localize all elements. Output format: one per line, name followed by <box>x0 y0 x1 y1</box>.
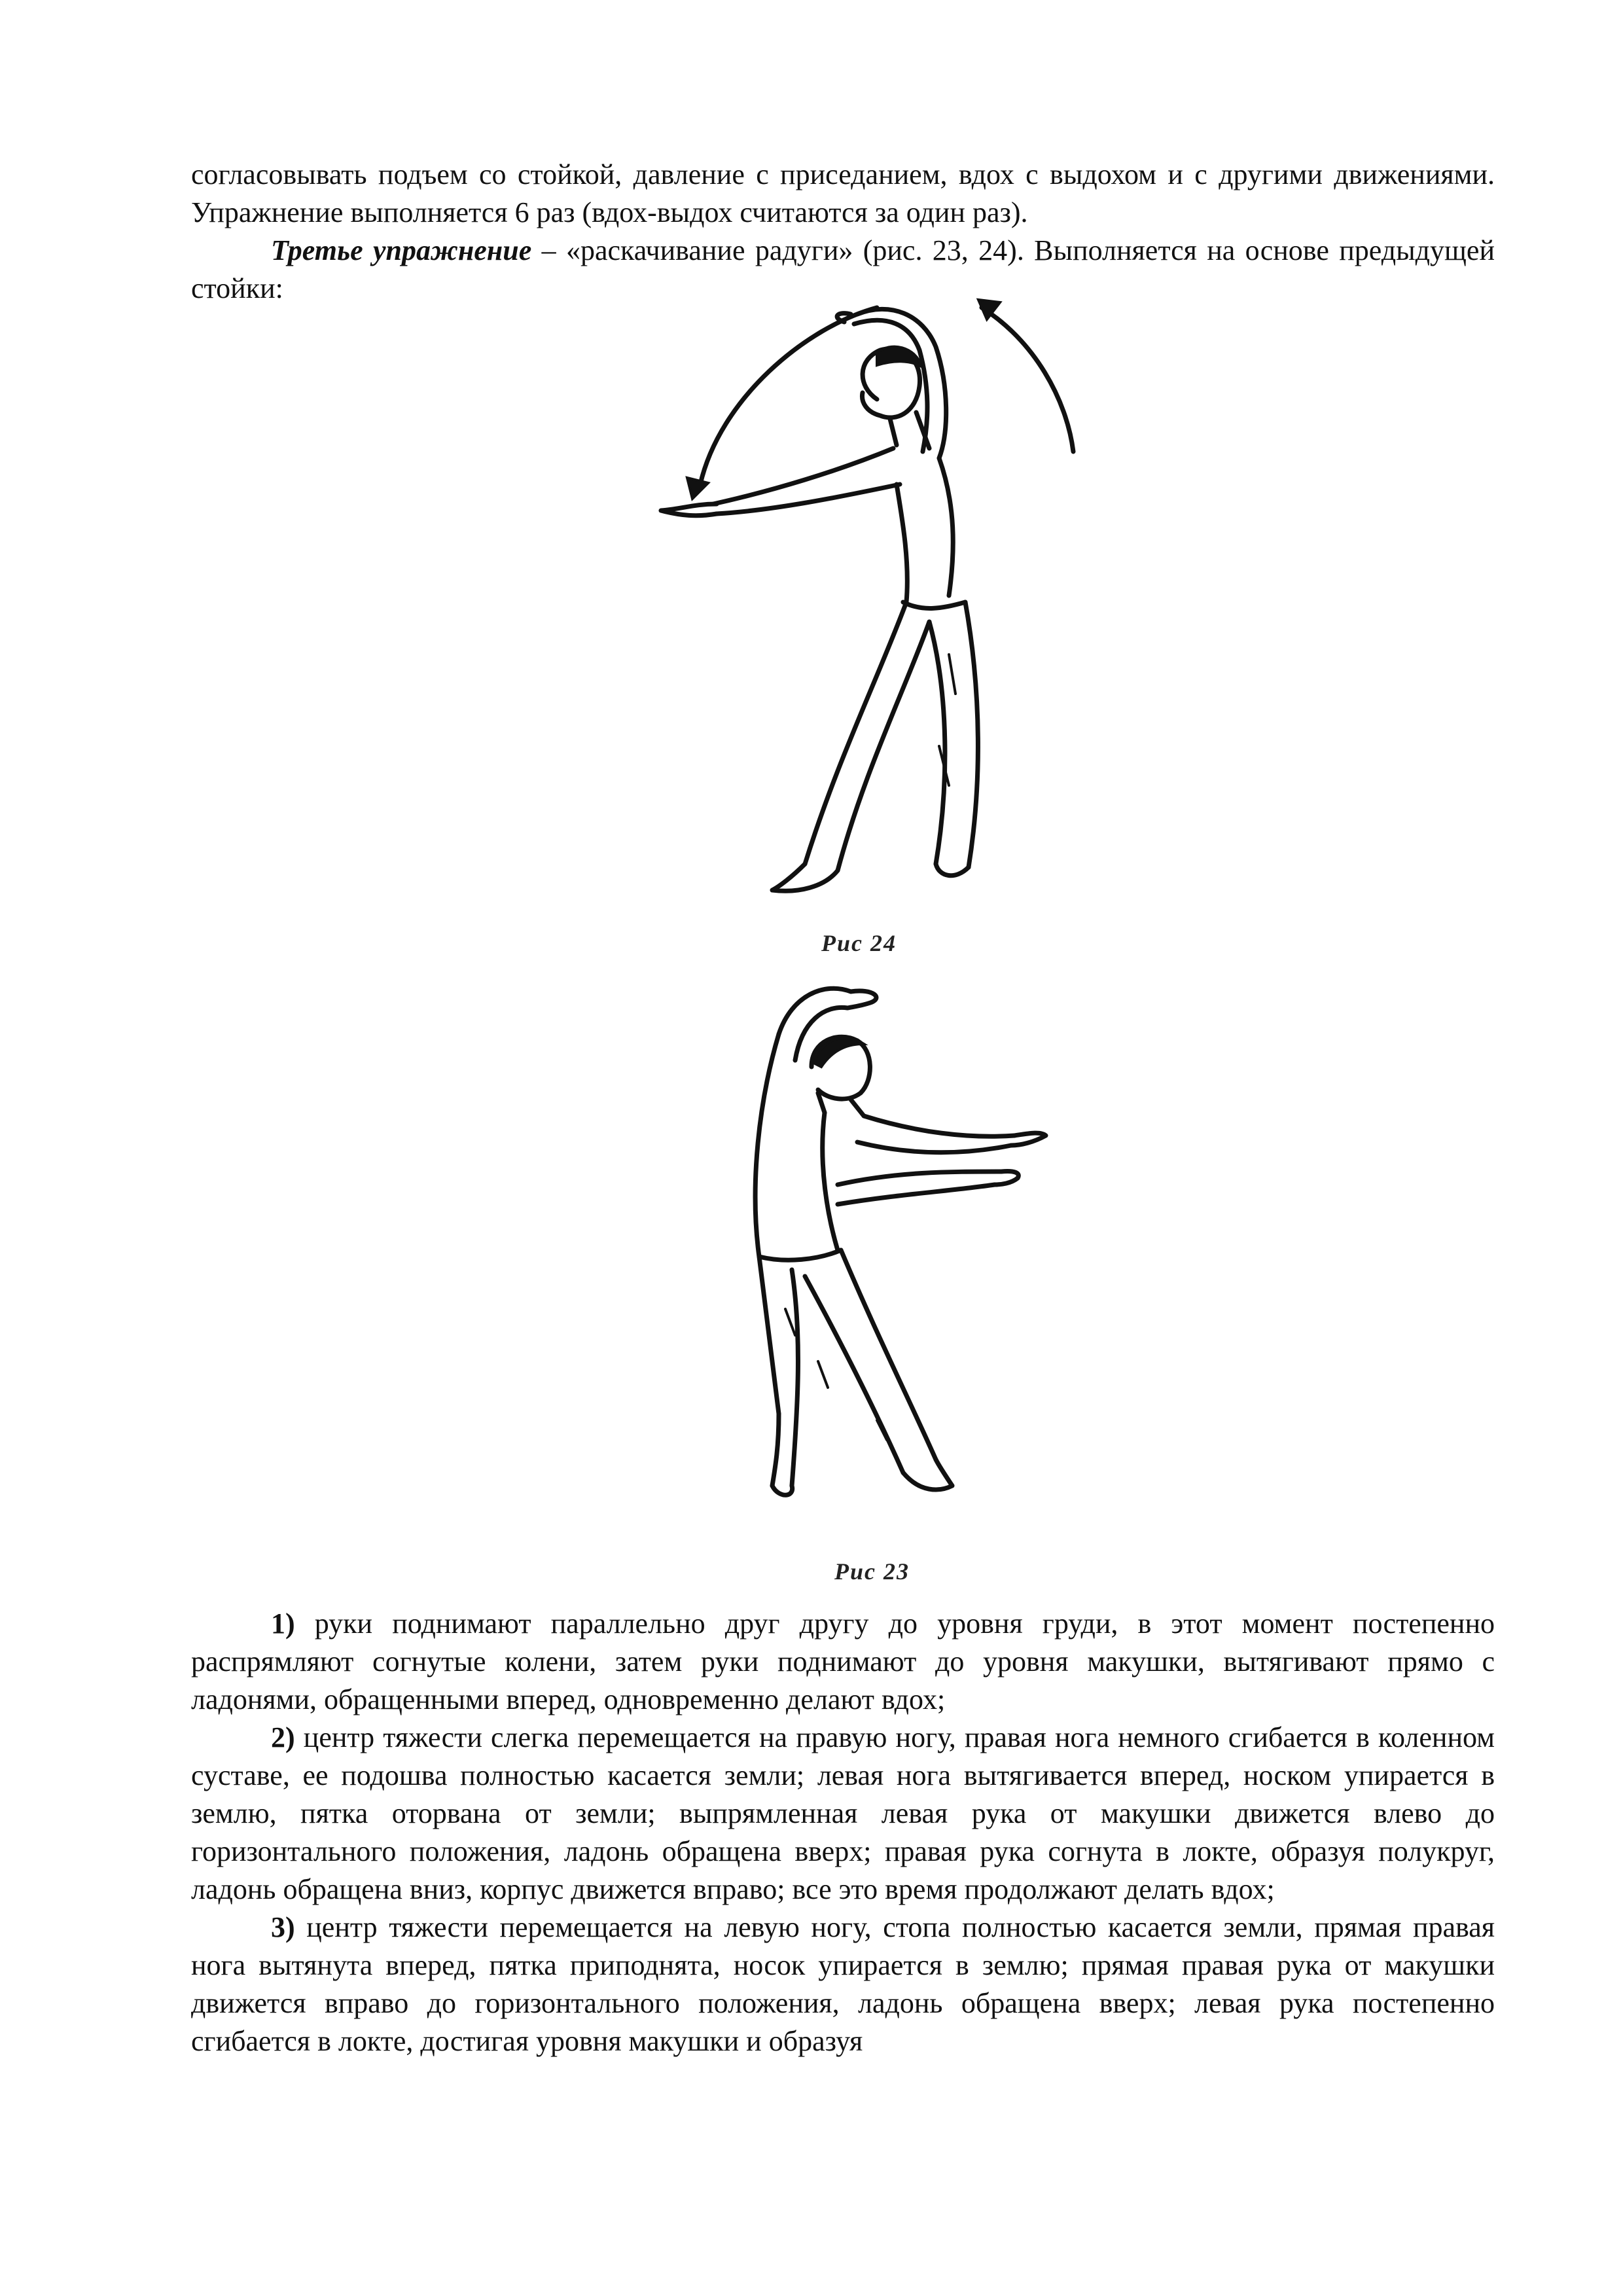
step-1 <box>191 1605 1495 1719</box>
figure-24-motion-arc-left <box>700 308 877 484</box>
figure-24-left-leg-outer <box>805 602 906 864</box>
figure-24-torso-left <box>897 484 907 602</box>
step-3-text: центр тяжести перемещается на левую ногу, стопа полностью касается земли, прямая правая нога вытянута вперед, пятка приподнята, носок упирается в землю; прямая правая рука от макушки движется вправо до горизонтального положения, ладонь обращена вверх; левая рука постепенно сгибается в локте, достигая уровня макушки и образуя <box>191 1911 1495 2057</box>
intro-text <box>191 156 1495 308</box>
figure-24-extended-hand <box>661 504 717 516</box>
figure-24-right-leg-outer <box>965 602 978 867</box>
figure-23-waist <box>759 1250 841 1260</box>
figure-24-right-leg-inner <box>929 622 945 864</box>
exercise-title: Третье упражнение <box>271 234 532 266</box>
figure-24-left-foot <box>772 864 838 891</box>
step-2 <box>191 1719 1495 1909</box>
figure-23-left-body-line <box>755 1034 779 1414</box>
figure-23-caption: Рис 23 <box>834 1558 910 1585</box>
exercise-description: – «раскачивание радуги» (рис. 23, 24). Выполняется на основе предыдущей стойки: <box>191 234 1495 304</box>
figure-23-right-leg-inner <box>805 1276 903 1473</box>
figure-23-right-foot <box>903 1460 952 1490</box>
figure-23-raised-arm-top <box>779 988 851 1034</box>
figure-24-illustration <box>641 288 1099 942</box>
figure-23-raised-hand <box>847 991 876 1008</box>
figure-23-upper-hand <box>1011 1133 1046 1145</box>
figure-23-left-leg-inner <box>792 1270 798 1486</box>
step-1-number: 1) <box>271 1607 295 1640</box>
figure-24-extended-arm-bottom <box>717 484 900 514</box>
step-2-text: центр тяжести слегка перемещается на правую ногу, правая нога немного сгибается в коленном суставе, ее подошва полностью касается земли; левая нога вытягивается вперед, носком упирается в землю, пятка оторвана от земли; выпрямленная левая рука от макушки движется влево до горизонтального положения, ладонь обращена вверх; правая рука согнута в локте, образуя полукруг, ладонь обращена вниз, корпус движется вправо; все это время продолжают делать вдох; <box>191 1721 1495 1905</box>
figure-24-caption: Рис 24 <box>821 930 897 956</box>
step-1-text: руки поднимают параллельно друг другу до уровня груди, в этот момент постепенно распрямляют согнутые колени, затем руки поднимают до уровня макушки, вытягивают прямо с ладонями, обращенными вперед, одновременно делают вдох; <box>191 1607 1495 1715</box>
figure-23-trouser-folds <box>785 1309 887 1440</box>
figure-23-left-leg-outer <box>772 1414 779 1486</box>
figure-24-extended-arm-top <box>713 448 893 504</box>
step-2-number: 2) <box>271 1721 295 1753</box>
figure-23-lower-arm-bottom <box>838 1185 995 1204</box>
figure-23-upper-arm-bottom <box>857 1142 1011 1153</box>
figure-24-torso-right <box>939 458 953 596</box>
figure-23-torso-right <box>823 1113 838 1250</box>
figure-23-illustration <box>687 969 1093 1558</box>
steps-text <box>191 1605 1495 2060</box>
figure-23-lower-arm-top <box>838 1172 1001 1185</box>
figure-24-waist <box>903 602 965 608</box>
step-3 <box>191 1909 1495 2060</box>
figure-24-arrow-head-left <box>687 478 708 499</box>
figure-24-hair <box>877 347 921 367</box>
figure-24-motion-arc-right <box>982 308 1073 452</box>
figure-24-right-foot <box>936 864 969 876</box>
intro-paragraph: согласовывать подъем со стойкой, давление с приседанием, вдох с выдохом и с другими движениями. Упражнение выполняется 6 раз (вдох-выдох считаются за один раз). <box>191 158 1495 228</box>
figure-24-raised-arm <box>857 309 946 458</box>
step-3-number: 3) <box>271 1911 295 1943</box>
figure-23-upper-arm-top <box>864 1116 1014 1136</box>
figure-23-left-foot <box>772 1486 793 1495</box>
figure-23-right-leg-outer <box>841 1250 936 1460</box>
